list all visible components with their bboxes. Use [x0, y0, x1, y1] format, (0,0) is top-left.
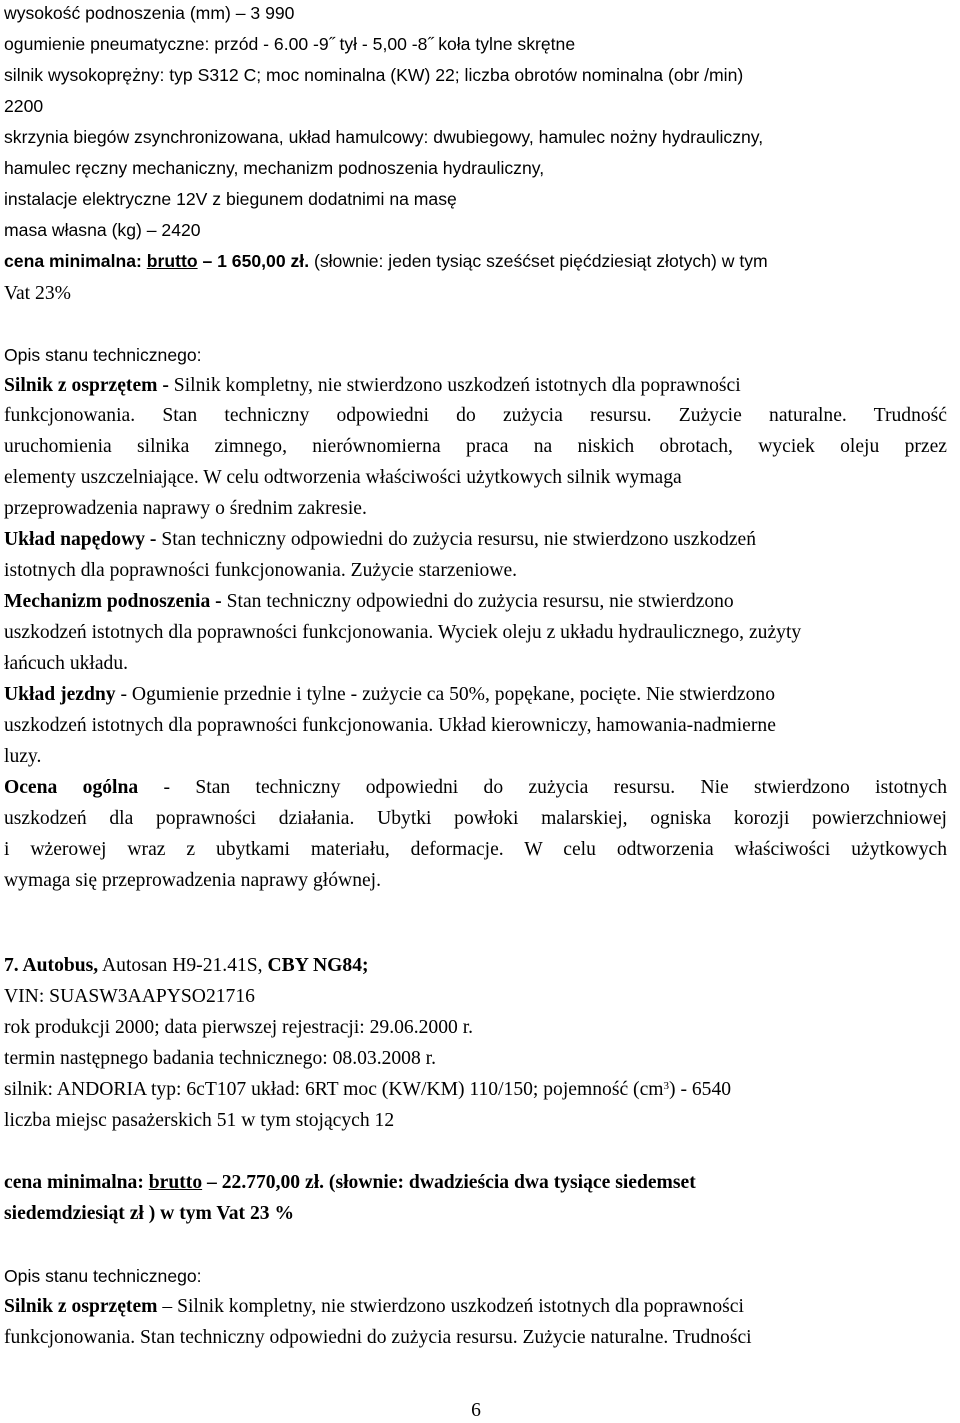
engine-line: silnik wysokoprężny: typ S312 C; moc nominalna (KW) 22; liczba obrotów nominalna (obr /min)	[4, 65, 744, 85]
engine-paragraph-2-line-2: funkcjonowania. Stan techniczny odpowiedni do zużycia resursu. Zużycie naturalne. Trudności	[4, 1327, 752, 1348]
engine-paragraph-line-2: funkcjonowania. Stan techniczny odpowiedni do zużycia resursu. Zużycie naturalne. Trudność	[4, 405, 947, 426]
price-value: – 1 650,00 zł.	[197, 251, 310, 271]
running-gear-paragraph-line-2: uszkodzeń istotnych dla poprawności funkcjonowania. Układ kierowniczy, hamowania-nadmierne	[4, 715, 776, 736]
page-number: 6	[471, 1400, 481, 1421]
overall-paragraph-line-3: i wżerowej wraz z ubytkami materiału, deformacje. W celu odtworzenia właściwości użytkowych	[4, 839, 947, 860]
item-7-number: 7. Autobus,	[4, 955, 99, 976]
lift-mechanism-label: Mechanizm podnoszenia -	[4, 591, 227, 612]
overall-paragraph-line-2: uszkodzeń dla poprawności działania. Ubytki powłoki malarskiej, ogniska korozji powierzchniowej	[4, 808, 947, 829]
drivetrain-paragraph-line-1: Układ napędowy - Stan techniczny odpowiedni do zużycia resursu, nie stwierdzono uszkodzeń	[4, 529, 757, 550]
lift-mechanism-paragraph-line-1: Mechanizm podnoszenia - Stan techniczny odpowiedni do zużycia resursu, nie stwierdzono	[4, 591, 734, 612]
item-7-price-line-1	[4, 1172, 696, 1194]
running-gear-paragraph-line-3: luzy.	[4, 746, 42, 767]
item-7-price-brutto: brutto	[148, 1172, 203, 1193]
item-7-title	[4, 955, 369, 977]
overall-paragraph-line-4: wymaga się przeprowadzenia naprawy głównej.	[4, 870, 382, 891]
engine-paragraph-line-1: Silnik z osprzętem - Silnik kompletny, nie stwierdzono uszkodzeń istotnych dla poprawności	[4, 375, 741, 396]
engine-paragraph-line-3: uruchomienia silnika zimnego, nierównomierna praca na niskich obrotach, wyciek oleju przez	[4, 436, 947, 457]
item-7-registration: CBY NG84;	[267, 955, 369, 976]
engine-label: Silnik z osprzętem -	[4, 375, 174, 396]
price-line	[4, 250, 768, 272]
vat-line: Vat 23%	[4, 283, 71, 304]
overall-paragraph-line-1: Ocena ogólna - Stan techniczny odpowiedni do zużycia resursu. Nie stwierdzono istotnych	[4, 777, 947, 798]
item-7-price-label: cena minimalna:	[4, 1172, 149, 1193]
price-words: (słownie: jeden tysiąc sześćset pięćdziesiąt złotych) w tym	[309, 251, 768, 271]
item-7-model: Autosan H9-21.41S,	[98, 955, 268, 976]
engine-label-2: Silnik z osprzętem	[4, 1296, 158, 1317]
item-7-seats: liczba miejsc pasażerskich 51 w tym stojących 12	[4, 1110, 395, 1131]
item-7-year: rok produkcji 2000; data pierwszej rejestracji: 29.06.2000 r.	[4, 1017, 474, 1038]
lift-height-line: wysokość podnoszenia (mm) – 3 990	[4, 3, 295, 23]
engine-paragraph-2-line-1: Silnik z osprzętem – Silnik kompletny, nie stwierdzono uszkodzeń istotnych dla poprawności	[4, 1296, 744, 1317]
engine-paragraph-line-5: przeprowadzenia naprawy o średnim zakresie.	[4, 498, 367, 519]
price-brutto: brutto	[146, 251, 198, 271]
tyres-line: ogumienie pneumatyczne: przód - 6.00 -9˝ tył - 5,00 -8˝ koła tylne skrętne	[4, 34, 576, 54]
condition-heading-2: Opis stanu technicznego:	[4, 1266, 202, 1286]
drivetrain-label: Układ napędowy -	[4, 529, 162, 550]
item-7-price-line-2: siedemdziesiąt zł ) w tym Vat 23 %	[4, 1203, 295, 1224]
item-7-vin: VIN: SUASW3AAPYSO21716	[4, 986, 255, 1007]
electrical-line: instalacje elektryczne 12V z biegunem dodatnimi na masę	[4, 189, 457, 209]
overall-label: Ocena ogólna	[4, 777, 139, 798]
price-label: cena minimalna:	[4, 251, 147, 271]
lift-mechanism-paragraph-line-2: uszkodzeń istotnych dla poprawności funkcjonowania. Wyciek oleju z układu hydraulicznego, zużyty	[4, 622, 802, 643]
condition-heading: Opis stanu technicznego:	[4, 345, 202, 365]
engine-paragraph-line-4: elementy uszczelniające. W celu odtworzenia właściwości użytkowych silnik wymaga	[4, 467, 682, 488]
item-7-inspection: termin następnego badania technicznego: 08.03.2008 r.	[4, 1048, 437, 1069]
item-7-engine: silnik: ANDORIA typ: 6cT107 układ: 6RT moc (KW/KM) 110/150; pojemność $(cm^3) - 6540$	[4, 1079, 732, 1100]
lift-mechanism-paragraph-line-3: łańcuch układu.	[4, 653, 129, 674]
item-7-price-value: – 22.770,00 zł. (słownie: dwadzieścia dwa tysiące siedemset	[202, 1172, 696, 1193]
drivetrain-paragraph-line-2: istotnych dla poprawności funkcjonowania. Zużycie starzeniowe.	[4, 560, 518, 581]
running-gear-paragraph-line-1: Układ jezdny - Ogumienie przednie i tylne - zużycie ca 50%, popękane, pocięte. Nie stwierdzono	[4, 684, 775, 705]
handbrake-line: hamulec ręczny mechaniczny, mechanizm podnoszenia hydrauliczny,	[4, 158, 545, 178]
engine-rpm-line: 2200	[4, 96, 44, 116]
running-gear-label: Układ jezdny	[4, 684, 116, 705]
gearbox-line: skrzynia biegów zsynchronizowana, układ hamulcowy: dwubiegowy, hamulec nożny hydrauliczny,	[4, 127, 764, 147]
mass-line: masa własna (kg) – 2420	[4, 220, 201, 240]
